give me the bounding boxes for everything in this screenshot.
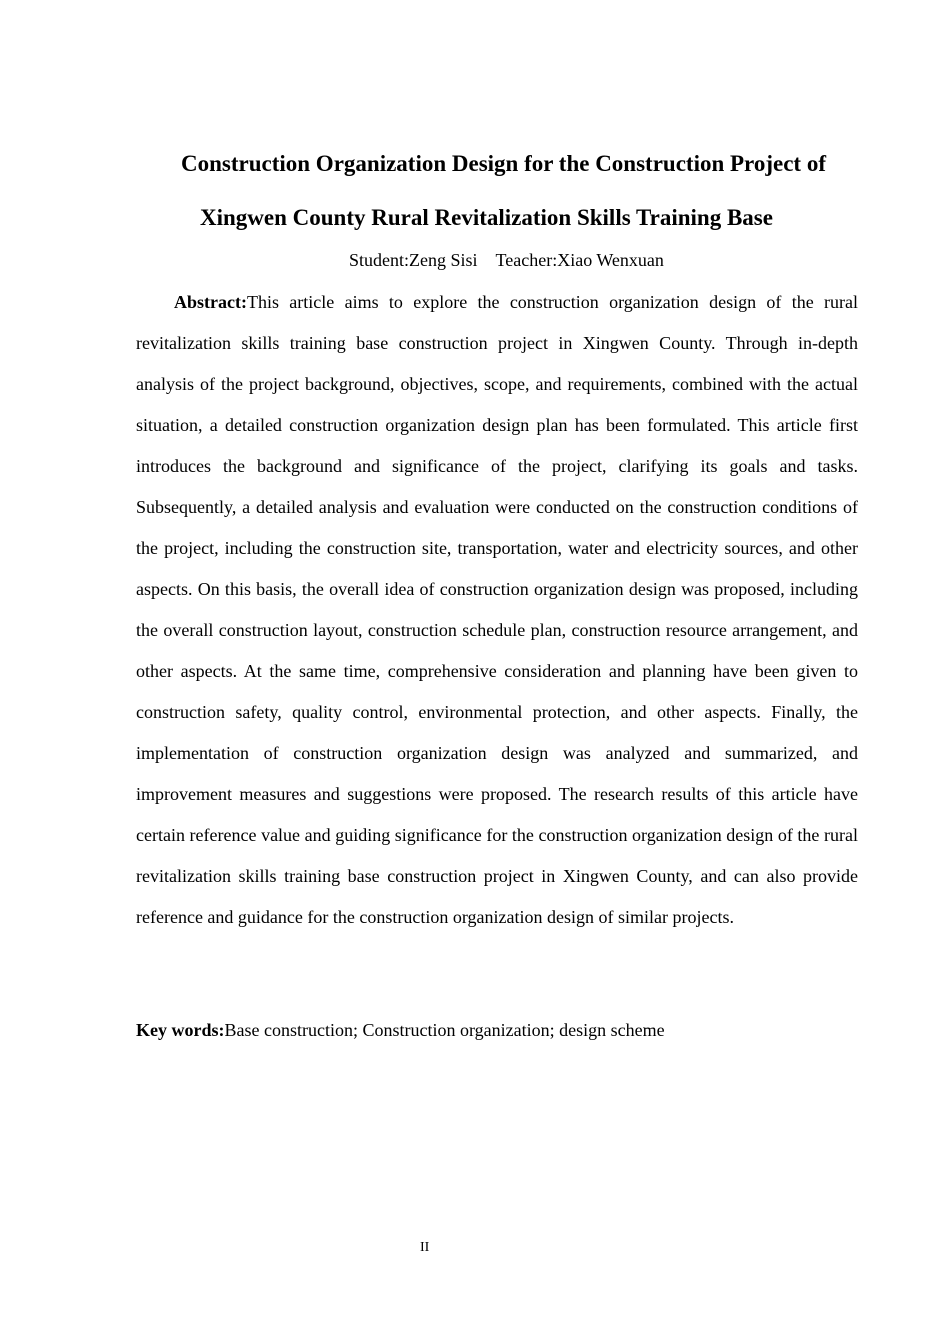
keywords-line xyxy=(136,1017,665,1043)
keywords-label: Key words: xyxy=(136,1020,225,1040)
title-line-1: Construction Organization Design for the Construction Project of xyxy=(181,151,826,176)
keywords-text: Base construction; Construction organization; design scheme xyxy=(224,1020,665,1040)
abstract-text: This article aims to explore the construction organization design of the rural revitalization skills training base construction project in Xingwen County. Through in-depth analysis of the project background, objectives, scope, and requirements, combined with the actual situation, a detailed construction organization design plan has been formulated. This article first introduces the background and significance of the project, clarifying its goals and tasks. Subsequently, a detailed analysis and evaluation were conducted on the construction conditions of the project, including the construction site, transportation, water and electricity sources, and other aspects. On this basis, the overall idea of construction organization design was proposed, including the overall construction layout, construction schedule plan, construction resource arrangement, and other aspects. At the same time, comprehensive consideration and planning have been given to construction safety, quality control, environmental protection, and other aspects. Finally, the implementation of construction organization design was analyzed and summarized, and improvement measures and suggestions were proposed. The research results of this article have certain reference value and guiding significance for the construction organization design of the rural revitalization skills training base construction project in Xingwen County, and can also provide reference and guidance for the construction organization design of similar projects. xyxy=(136,292,858,927)
page-number: II xyxy=(420,1240,430,1255)
authors-line xyxy=(349,248,664,272)
student-name: Student:Zeng Sisi xyxy=(349,250,478,270)
abstract-paragraph xyxy=(136,282,858,938)
abstract-label: Abstract: xyxy=(174,292,247,312)
teacher-name: Teacher:Xiao Wenxuan xyxy=(495,250,664,270)
title-line-2: Xingwen County Rural Revitalization Skills Training Base xyxy=(200,205,773,230)
